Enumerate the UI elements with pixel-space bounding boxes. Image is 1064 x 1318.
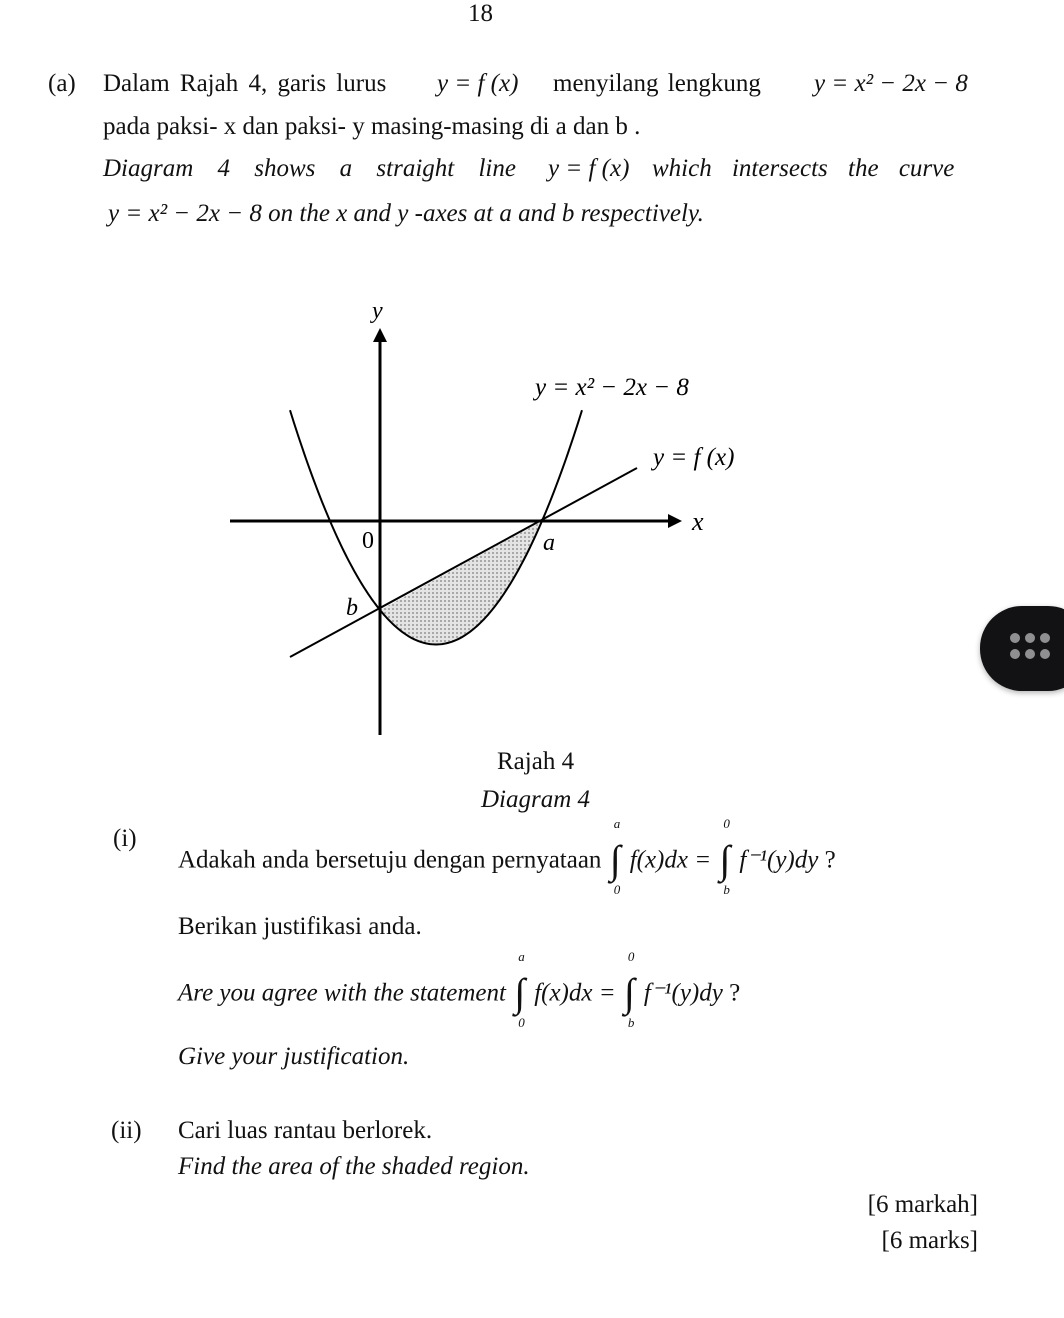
q2-en-text-i: Find the area of the shaded region. <box>178 1153 530 1180</box>
lower-limit: 0 <box>518 1015 525 1030</box>
q1-ms-text: Adakah anda bersetuju dengan pernyataan <box>178 846 602 874</box>
q1-en-justify-text: Give your justification. <box>178 1043 410 1070</box>
origin-label: 0 <box>362 528 374 554</box>
intro-ms-2: pada paksi- x dan paksi- y masing-masing di a dan b . <box>103 113 641 140</box>
qmark: ? <box>824 846 836 874</box>
intro-ms-1c: menyilang lengkung <box>553 70 761 97</box>
lhs: f(x)dx = <box>534 979 616 1007</box>
part-label: (a) <box>48 70 76 97</box>
intro-en-1a-text: Diagram 4 shows a straight line <box>103 155 516 182</box>
intro-en-1b: y = f (x) <box>548 155 630 182</box>
y-axis-arrow <box>373 328 387 342</box>
lower-limit: b <box>627 1015 635 1030</box>
line-equation-label: y = f (x) <box>653 444 735 471</box>
rhs: f⁻¹(y)dy <box>739 846 819 874</box>
caption-ms: Rajah 4 <box>497 748 575 775</box>
marks-ms: [6 markah] <box>867 1191 978 1218</box>
lhs: f(x)dx = <box>629 846 712 874</box>
curve-equation-label: y = x² − 2x − 8 <box>535 374 689 401</box>
floating-menu-button[interactable] <box>980 606 1064 691</box>
caption-en <box>481 786 590 814</box>
point-b-label: b <box>346 595 358 621</box>
integral-symbol: ∫ 0 b <box>719 816 731 897</box>
upper-limit: 0 <box>723 816 730 831</box>
shaded-region <box>380 521 542 645</box>
lower-limit: b <box>723 882 730 897</box>
lower-limit: 0 <box>613 882 621 897</box>
point-a-label: a <box>543 530 555 556</box>
upper-limit: 0 <box>627 949 635 964</box>
y-axis-label: y <box>372 298 383 324</box>
q1-label: (i) <box>113 825 137 852</box>
page-number: 18 <box>468 0 493 27</box>
qmark: ? <box>729 979 741 1007</box>
q1-en-text: Are you agree with the statement <box>178 979 506 1007</box>
marks-en: [6 marks] <box>881 1227 978 1254</box>
caption-en-text: Diagram 4 <box>481 786 591 813</box>
x-axis-label: x <box>692 507 704 536</box>
q1-ms-statement <box>178 816 836 897</box>
intro-en-2: y = x² − 2x − 8 on the x and y -axes at a and b respectively. <box>108 200 704 227</box>
intro-en-1c-text: which intersects the curve <box>652 155 955 182</box>
intro-ms-1d: y = x² − 2x − 8 <box>814 70 968 97</box>
q2-en-text <box>178 1153 530 1181</box>
integral-symbol: ∫ a 0 <box>514 949 526 1030</box>
upper-limit: a <box>613 816 621 831</box>
rhs: f⁻¹(y)dy <box>643 979 723 1007</box>
upper-limit: a <box>518 949 525 964</box>
integral-symbol: ∫ a 0 <box>609 816 621 897</box>
x-axis-arrow <box>668 514 682 528</box>
q2-ms-text: Cari luas rantau berlorek. <box>178 1117 433 1144</box>
intro-ms-1a: Dalam Rajah 4, garis lurus <box>103 70 387 97</box>
intro-ms-1b: y = f (x) <box>437 70 519 97</box>
integral-symbol: ∫ 0 b <box>623 949 635 1030</box>
q1-en-statement <box>178 949 741 1030</box>
q2-label: (ii) <box>111 1117 142 1144</box>
q1-ms-justify: Berikan justifikasi anda. <box>178 913 422 940</box>
q1-en-justify <box>178 1043 409 1071</box>
